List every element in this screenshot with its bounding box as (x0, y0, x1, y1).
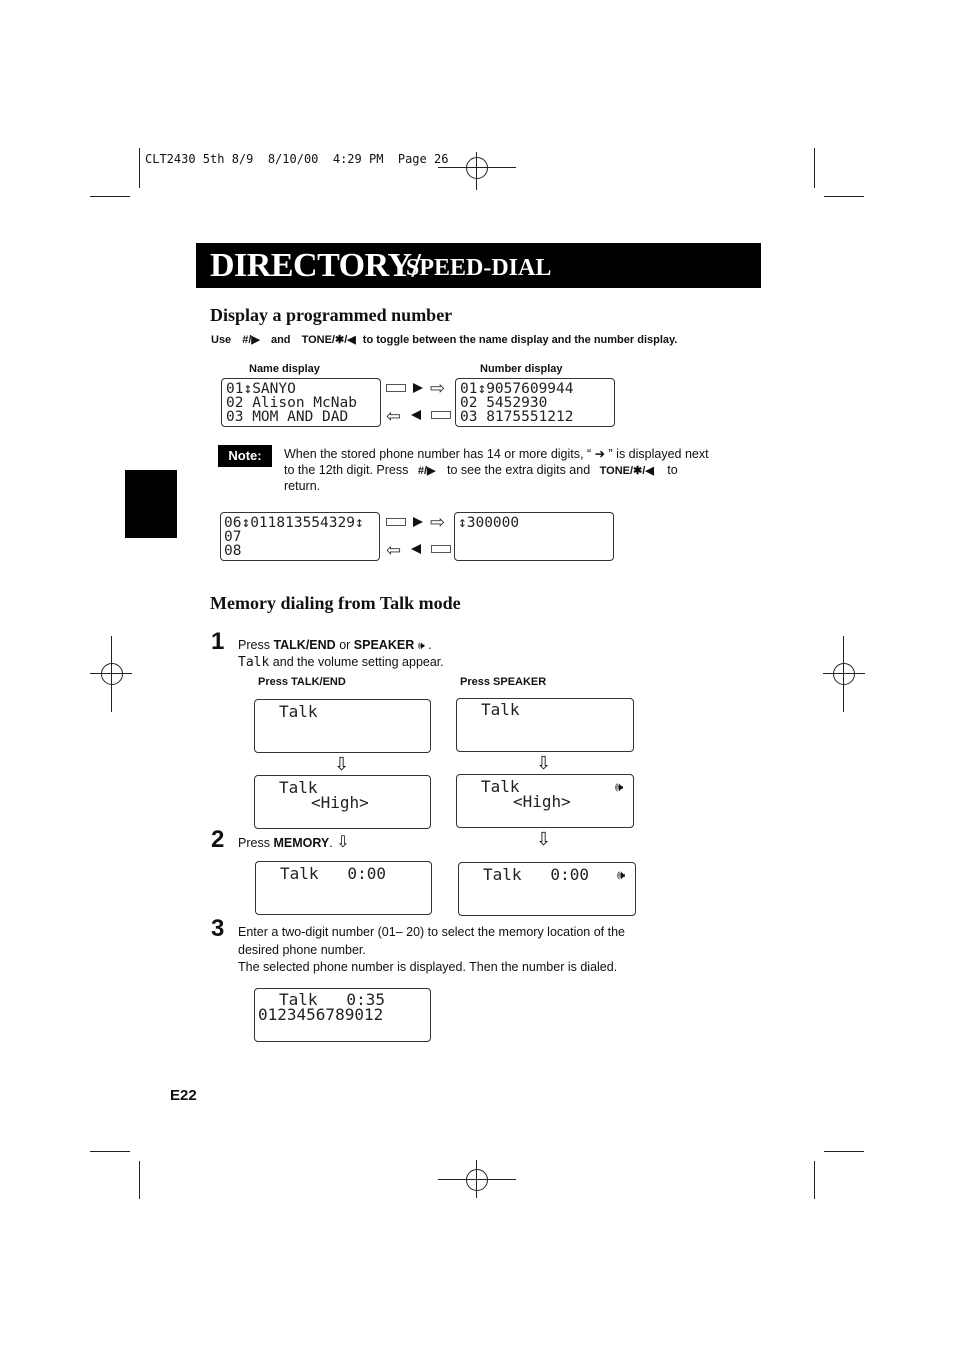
page-title: DIRECTORY/ (210, 247, 421, 284)
lcd-talk: Talk (279, 778, 318, 797)
key-tone-left: TONE/✱/◀ (301, 334, 356, 346)
section-heading: Memory dialing from Talk mode (210, 593, 461, 613)
long-number-lcd (220, 512, 380, 561)
lcd-row: 02 5452930 (460, 395, 548, 411)
number-display-lcd (455, 378, 615, 427)
lcd-row: 01↕9057609944 (460, 381, 574, 397)
press-speaker-label: Press SPEAKER (460, 676, 547, 688)
talk-timer-lcd-speaker (458, 862, 636, 916)
talk-high-lcd-speaker (456, 774, 634, 828)
key-memory: MEMORY (273, 836, 330, 850)
talk-lcd (254, 699, 431, 753)
lcd-row: 07 (224, 529, 242, 545)
talk-high-lcd (254, 775, 431, 829)
registration-mark (466, 1169, 488, 1191)
key-talk-end: TALK/END (273, 638, 336, 652)
step-text: and the volume setting appear. (272, 655, 444, 669)
section-heading: Display a programmed number (210, 305, 453, 325)
left-arrow-icon: ⇦ (386, 406, 402, 426)
right-arrow-icon: ⇨ (430, 378, 446, 398)
left-arrow-icon: ⇦ (386, 540, 402, 560)
page-subtitle: SPEED-DIAL (406, 255, 552, 281)
lcd-talk-timer: Talk 0:00 (280, 864, 386, 883)
right-triangle-icon (413, 517, 423, 527)
crop-mark (438, 1179, 516, 1180)
speaker-icon: 🕪 (617, 867, 626, 882)
step-text (238, 654, 444, 671)
lcd-volume: <High> (311, 793, 369, 812)
down-arrow-icon: ⇩ (334, 754, 350, 774)
talk-lcd-speaker (456, 698, 634, 752)
left-triangle-icon (411, 410, 421, 420)
speaker-icon: 🕪 (417, 640, 425, 652)
step-text: Press (238, 836, 270, 850)
print-slug: CLT2430 5th 8/9 8/10/00 4:29 PM Page 26 (145, 152, 449, 166)
step-text (238, 834, 350, 852)
lcd-talk-timer: Talk 0:35 (279, 990, 385, 1009)
crop-mark (90, 1151, 130, 1152)
key-hash-right: #/▶ (242, 334, 260, 346)
crop-mark (111, 636, 112, 712)
note-text: return. (284, 479, 321, 493)
down-arrow-icon: ⇩ (536, 753, 552, 773)
down-arrow-icon: ⇩ (536, 829, 552, 849)
lcd-dialed-number: 0123456789012 (258, 1005, 384, 1024)
key-button-icon (431, 411, 451, 419)
right-arrow-icon: ⇨ (430, 512, 446, 532)
step-number: 1 (211, 628, 225, 655)
crop-mark (814, 148, 815, 188)
left-triangle-icon (411, 544, 421, 554)
crop-mark (90, 196, 130, 197)
crop-mark (843, 636, 844, 712)
step-number: 3 (211, 915, 225, 942)
note-text-line (284, 462, 678, 480)
step-text: Press (238, 638, 270, 652)
crop-mark (438, 167, 516, 168)
lcd-talk-flashing: Talk (279, 702, 318, 721)
key-button-icon (431, 545, 451, 553)
instruction-text: and (270, 334, 291, 346)
speaker-icon: 🕪 (615, 779, 624, 794)
number-display-label: Number display (480, 363, 563, 375)
note-text: to the 12th digit. Press (284, 463, 409, 477)
key-hash-right: #/▶ (417, 465, 436, 477)
extra-digits-lcd (454, 512, 614, 561)
instruction-text: Use (211, 334, 232, 346)
registration-mark (833, 663, 855, 685)
crop-mark (824, 196, 864, 197)
name-display-label: Name display (249, 363, 320, 375)
note-text: to (667, 463, 678, 477)
header-bar (196, 243, 761, 288)
key-button-icon (386, 384, 406, 392)
instruction-line (211, 333, 677, 346)
step-number: 2 (211, 826, 225, 853)
lcd-row: 02 Alison McNab (226, 395, 357, 411)
lcd-row: 01↕SANYO (226, 381, 296, 397)
key-speaker: SPEAKER (353, 638, 415, 652)
step-text: . (428, 638, 432, 652)
crop-mark (824, 1151, 864, 1152)
crop-mark (139, 1161, 140, 1199)
lcd-row: ↕300000 (458, 515, 520, 531)
lcd-talk-timer: Talk 0:00 (483, 865, 589, 884)
lcd-talk-flashing: Talk (481, 700, 520, 719)
step-text: The selected phone number is displayed. Then the number is dialed. (238, 960, 618, 974)
step-text: . (329, 836, 333, 850)
name-display-lcd (221, 378, 381, 427)
talk-inline: Talk (238, 655, 270, 670)
step-text: or (339, 638, 351, 652)
step-text (238, 637, 432, 655)
crop-mark (139, 148, 140, 188)
lcd-row: 06↕011813554329↕ (224, 515, 364, 531)
registration-mark (101, 663, 123, 685)
lcd-row: 08 (224, 543, 242, 559)
lcd-volume: <High> (513, 792, 571, 811)
crop-mark (814, 1161, 815, 1199)
crop-mark (476, 152, 477, 190)
note-text: When the stored phone number has 14 or more digits, “ ➜ ” is displayed next (284, 447, 709, 461)
crop-mark (476, 1160, 477, 1198)
right-triangle-icon (413, 383, 423, 393)
step-text: Enter a two-digit number (01– 20) to select the memory location of the (238, 925, 625, 939)
instruction-text: to toggle between the name display and the number display. (362, 334, 678, 346)
press-talkend-label: Press TALK/END (258, 676, 346, 688)
lcd-row: 03 8175551212 (460, 409, 574, 425)
down-arrow-icon: ⇩ (336, 834, 350, 851)
note-text: to see the extra digits and (447, 463, 591, 477)
key-button-icon (386, 518, 406, 526)
section-tab (125, 470, 177, 538)
page-number: E22 (170, 1087, 197, 1104)
key-tone-left: TONE/✱/◀ (599, 465, 654, 477)
step-text: desired phone number. (238, 943, 366, 957)
note-badge: Note: (218, 445, 272, 467)
registration-mark (466, 157, 488, 179)
lcd-talk: Talk (481, 777, 520, 796)
dialing-lcd (254, 988, 431, 1042)
crop-mark (823, 673, 865, 674)
talk-timer-lcd (255, 861, 432, 915)
lcd-row: 03 MOM AND DAD (226, 409, 349, 425)
